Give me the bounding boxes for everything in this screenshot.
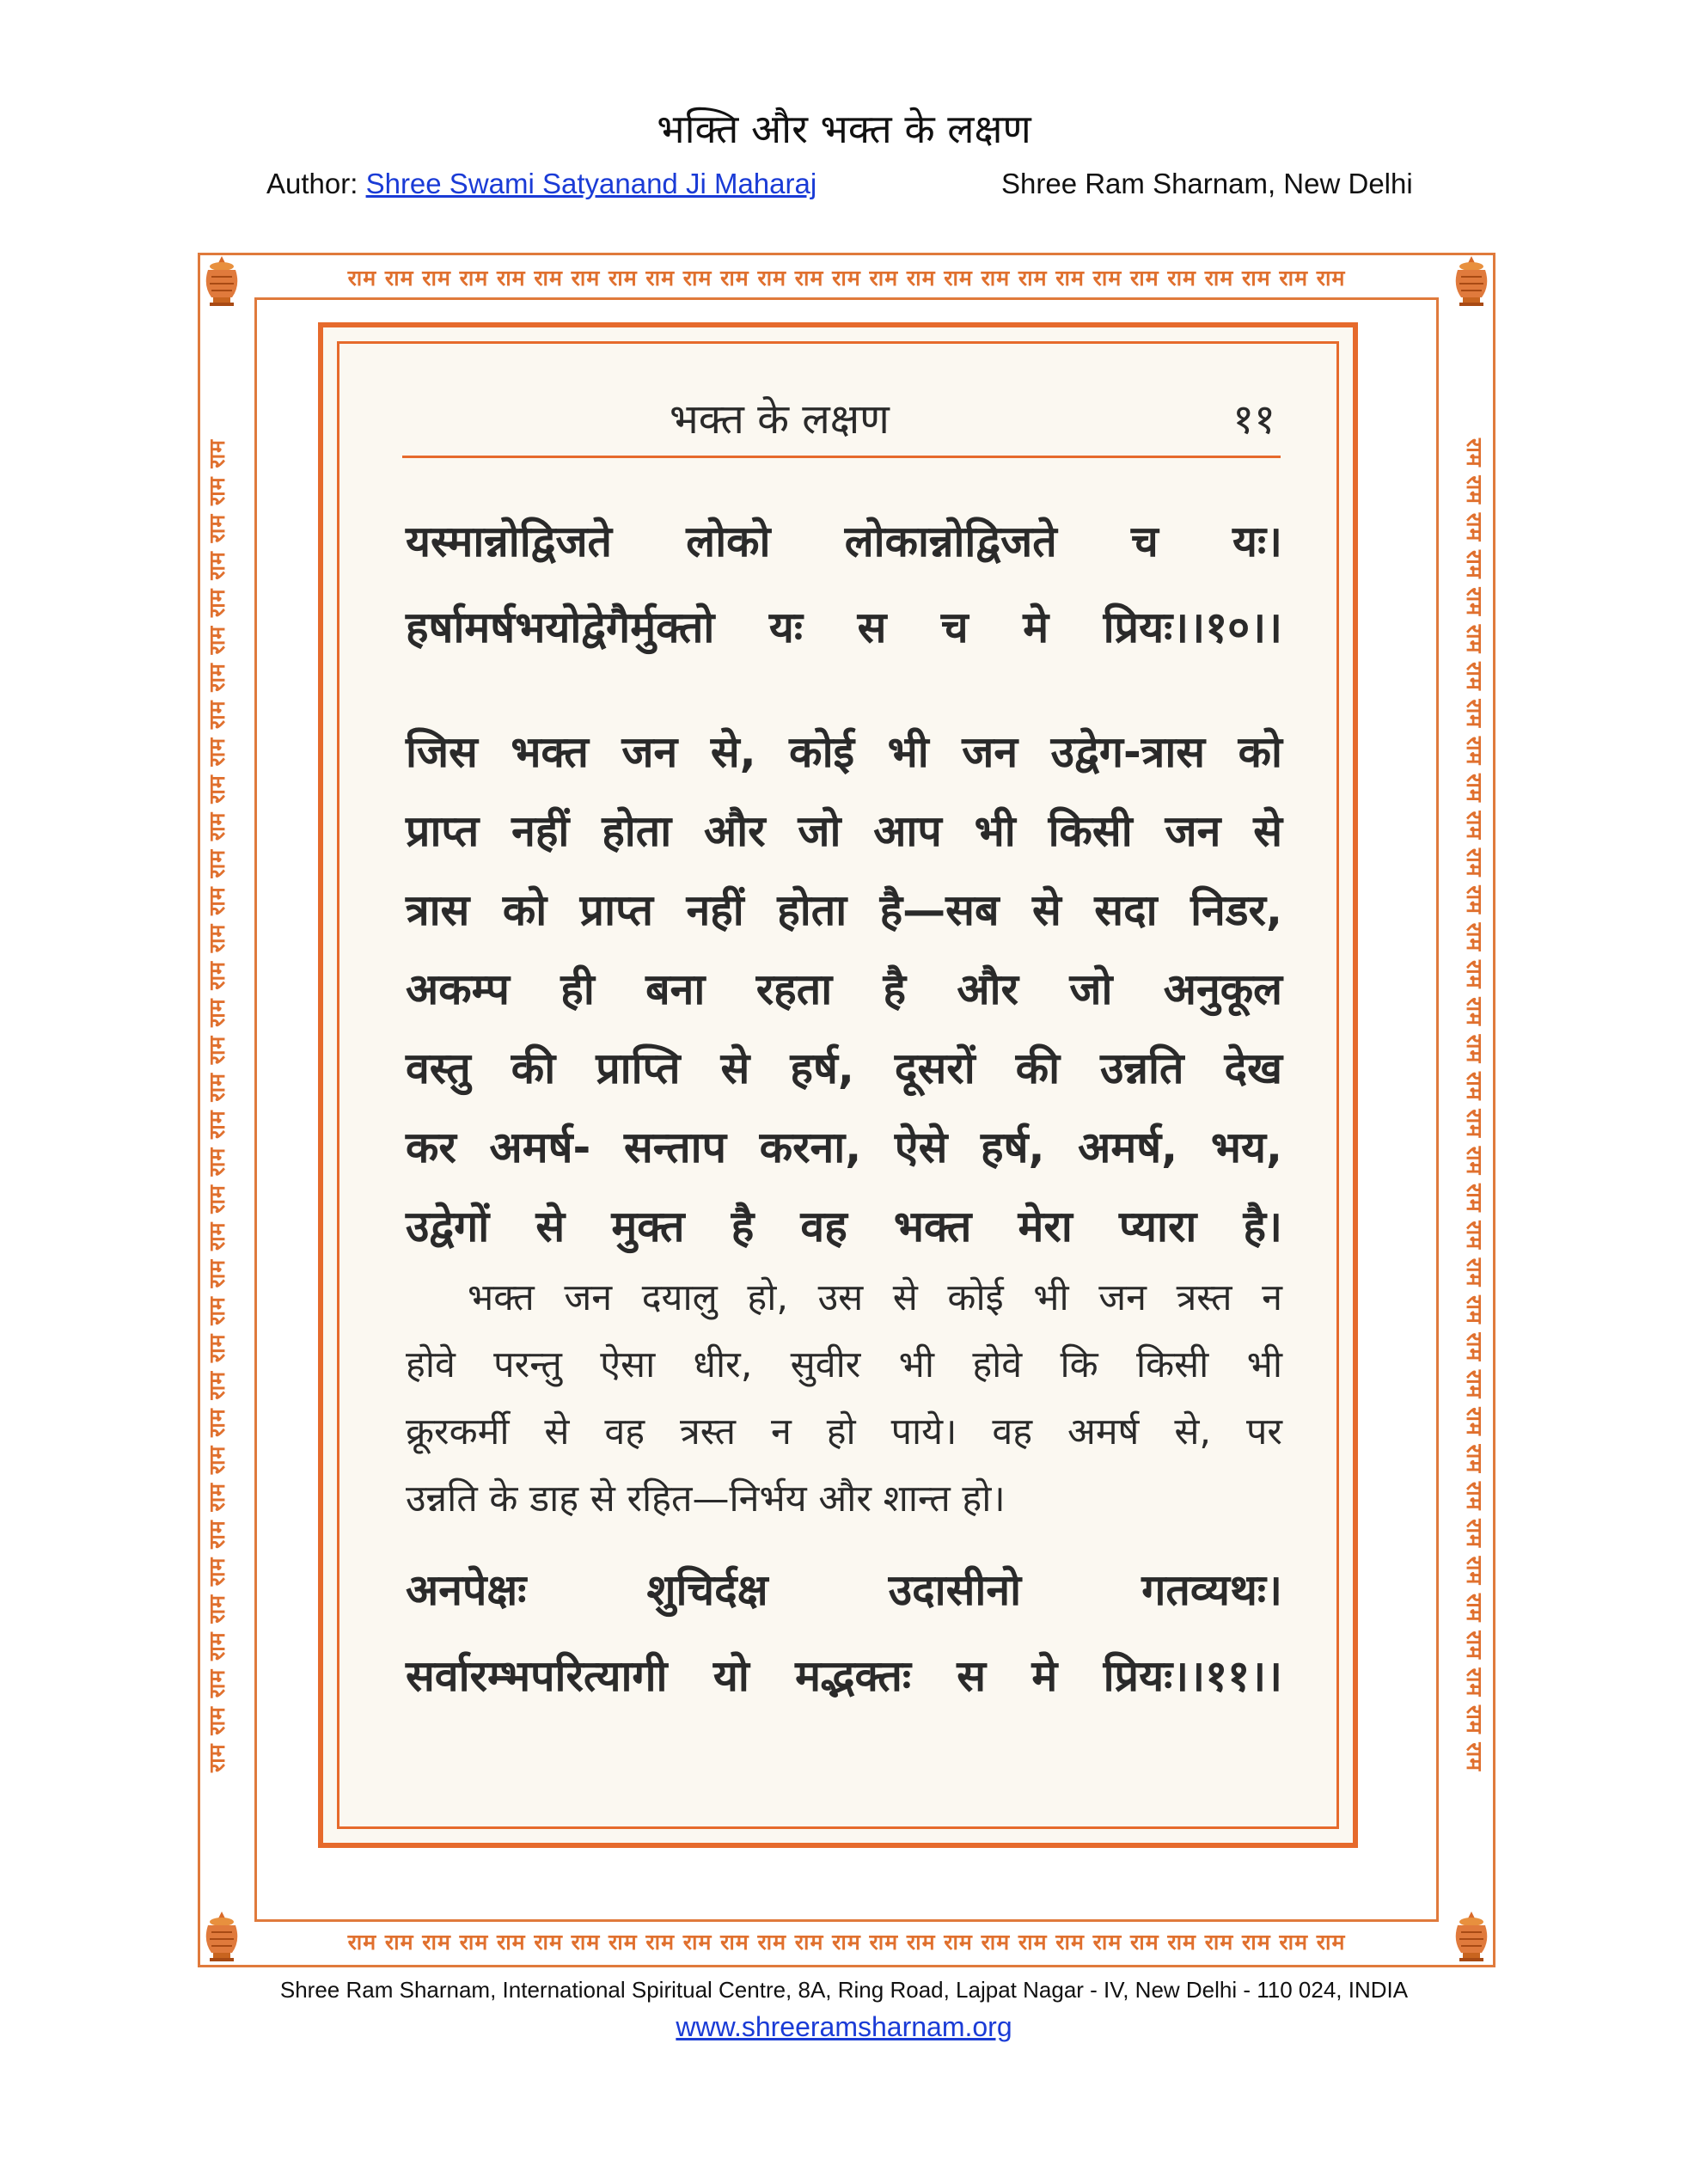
paragraph-line: उन्नति के डाह से रहित—निर्भय और शान्त हो। xyxy=(406,1477,1006,1520)
author-label: Author: xyxy=(266,168,366,199)
paragraph-line: उद्वेगों से मुक्त है वह भक्त मेरा प्यारा है। xyxy=(406,1202,1282,1251)
commentary-paragraph-2 xyxy=(406,1268,1282,1536)
ram-border-bottom: राम राम राम राम राम राम राम राम राम राम राम राम राम राम राम राम राम राम राम राम राम राम राम राम राम राम राम xyxy=(347,1930,1346,1955)
header-divider xyxy=(402,456,1281,458)
website-link[interactable]: www.shreeramsharnam.org xyxy=(676,2011,1012,2042)
ram-border-left: राम राम राम राम राम राम राम राम राम राम राम राम राम राम राम राम राम राम राम राम राम राम राम राम राम राम राम राम राम राम राम राम राम राम राम राम xyxy=(205,438,229,1772)
commentary-paragraph-1 xyxy=(406,718,1282,1271)
kalash-icon xyxy=(199,254,244,308)
ram-border-top: राम राम राम राम राम राम राम राम राम राम राम राम राम राम राम राम राम राम राम राम राम राम राम राम राम राम राम xyxy=(347,266,1346,291)
paragraph-line: कर अमर्ष- सन्ताप करना, ऐसे हर्ष, अमर्ष, भय, xyxy=(406,1123,1282,1172)
kalash-icon xyxy=(1449,254,1494,308)
document-title: भक्ति और भक्त के लक्षण xyxy=(657,106,1031,152)
kalash-icon xyxy=(1449,1910,1494,1963)
footer-address: Shree Ram Sharnam, International Spiritual Centre, 8A, Ring Road, Lajpat Nagar - IV, New Delhi - 110 024, INDIA xyxy=(279,1977,1409,2003)
book-page-number: ११ xyxy=(1232,395,1275,444)
book-page-header xyxy=(347,378,1284,444)
author-line xyxy=(266,168,816,200)
verse-10 xyxy=(406,507,1282,679)
author-link[interactable]: Shree Swami Satyanand Ji Maharaj xyxy=(365,168,817,199)
paragraph-line: होवे परन्तु ऐसा धीर, सुवीर भी होवे कि किसी भी xyxy=(406,1343,1282,1386)
organization-name: Shree Ram Sharnam, New Delhi xyxy=(1001,168,1413,199)
verse-line: अनपेक्षः शुचिर्दक्ष उदासीनो गतव्यथः। xyxy=(406,1565,1282,1615)
paragraph-line: भक्त जन दयालु हो, उस से कोई भी जन त्रस्त न xyxy=(468,1276,1282,1319)
paragraph-line: जिस भक्त जन से, कोई भी जन उद्वेग-त्रास को xyxy=(406,727,1282,777)
kalash-icon xyxy=(199,1910,244,1963)
book-header-title: भक्त के लक्षण xyxy=(670,395,890,444)
footer-website xyxy=(0,2011,1688,2043)
verse-line: सर्वारम्भपरित्यागी यो मद्भक्तः स मे प्रियः।।११।। xyxy=(406,1651,1282,1701)
ram-border-right: राम राम राम राम राम राम राम राम राम राम राम राम राम राम राम राम राम राम राम राम राम राम राम राम राम राम राम राम राम राम राम राम राम राम राम राम xyxy=(1462,438,1487,1772)
paragraph-line: वस्तु की प्राप्ति से हर्ष, दूसरों की उन्नति देख xyxy=(406,1043,1282,1093)
paragraph-line: प्राप्त नहीं होता और जो आप भी किसी जन से xyxy=(406,806,1282,856)
verse-line: हर्षामर्षभयोद्वेगैर्मुक्तो यः स च मे प्रियः।।१०।। xyxy=(406,603,1282,652)
paragraph-line: त्रास को प्राप्त नहीं होता है—सब से सदा निडर, xyxy=(406,885,1282,935)
paragraph-line: अकम्प ही बना रहता है और जो अनुकूल xyxy=(406,964,1282,1014)
verse-11 xyxy=(406,1556,1282,1728)
paragraph-line: क्रूरकर्मी से वह त्रस्त न हो पाये। वह अमर्ष से, पर xyxy=(406,1410,1282,1453)
verse-line: यस्मान्नोद्विजते लोको लोकान्नोद्विजते च यः। xyxy=(406,517,1282,566)
